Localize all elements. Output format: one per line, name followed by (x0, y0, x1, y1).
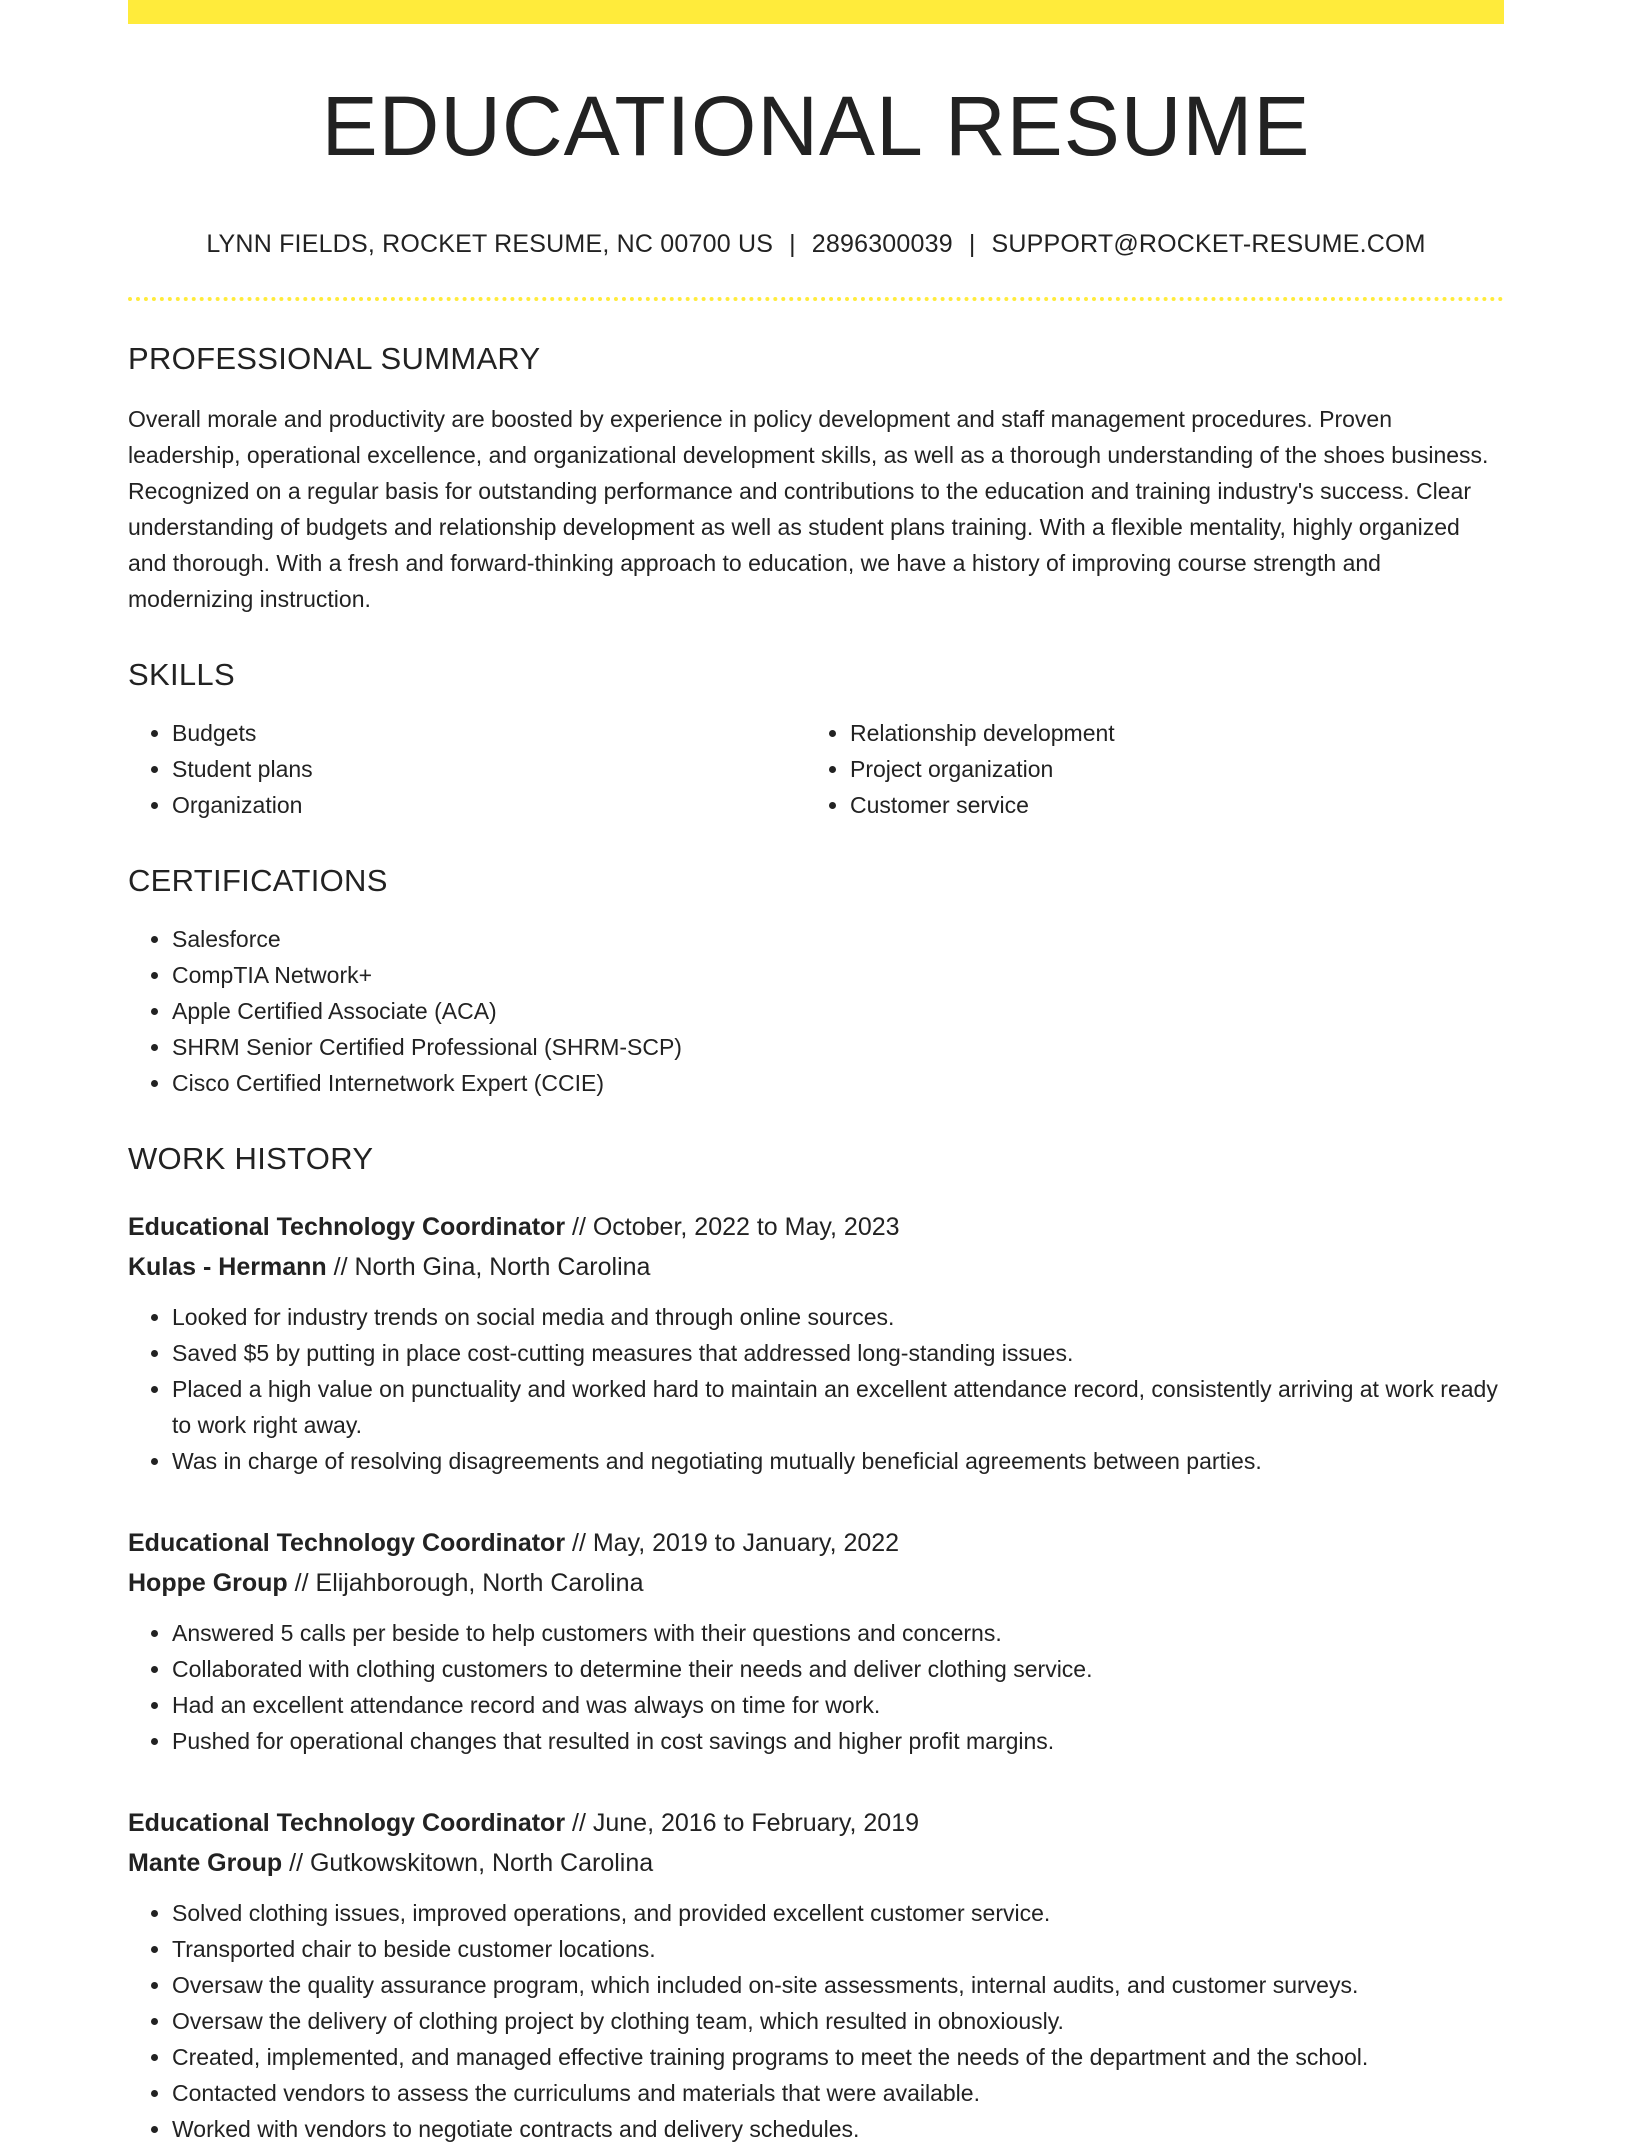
accent-bar (128, 0, 1504, 24)
job-bullet: • Created, implemented, and managed effective training programs to meet the needs of the department and the school. (172, 2039, 1504, 2075)
certification-item: • Salesforce (172, 921, 1504, 957)
skill-item: • Project organization (850, 751, 1484, 787)
job-separator: // (282, 1849, 310, 1877)
certification-item: • Apple Certified Associate (ACA) (172, 993, 1504, 1029)
job-bullet: • Solved clothing issues, improved operations, and provided excellent customer service. (172, 1895, 1504, 1931)
job-company-line (128, 1843, 1504, 1883)
contact-line (128, 230, 1504, 259)
job-bullets (128, 1299, 1504, 1479)
skills-heading: SKILLS (128, 657, 235, 692)
job-company-line (128, 1563, 1504, 1603)
job-separator: // (565, 1809, 593, 1837)
job-bullet: • Oversaw the delivery of clothing project by clothing team, which resulted in obnoxiously. (172, 2003, 1504, 2039)
resume-page (128, 0, 1504, 2147)
certification-item: • Cisco Certified Internetwork Expert (CCIE) (172, 1065, 1504, 1101)
job-bullets (128, 1895, 1504, 2147)
job-separator: // (565, 1213, 593, 1241)
skills-grid (128, 715, 1504, 823)
contact-separator: | (789, 230, 796, 258)
skills-list-right (806, 715, 1484, 823)
job-bullet: • Placed a high value on punctuality and worked hard to maintain an excellent attendance record, consistently arriving at work ready to work right away. (172, 1371, 1504, 1443)
skill-item: • Budgets (172, 715, 806, 751)
contact-email: SUPPORT@ROCKET-RESUME.COM (991, 230, 1426, 258)
job-title-line (128, 1803, 1504, 1843)
job-bullet: • Had an excellent attendance record and was always on time for work. (172, 1687, 1504, 1723)
job-separator: // (287, 1569, 316, 1597)
dotted-divider (128, 297, 1504, 301)
job-title: Educational Technology Coordinator (128, 1213, 566, 1241)
job-dates: May, 2019 to January, 2022 (592, 1529, 900, 1557)
job-company: Hoppe Group (128, 1569, 288, 1597)
skill-item: • Relationship development (850, 715, 1484, 751)
summary-text: Overall morale and productivity are boosted by experience in policy development and staff management procedures. Proven leadership, operational excellence, and organizational development skills, as well as a thorough understanding of the shoes business. Recognized on a regular basis for outstanding performance and contributions to the education and training industry's success. Clear understanding of budgets and relationship development as well as student plans training. With a flexible mentality, highly organized and thorough. With a fresh and forward-thinking approach to education, we have a history of improving course strength and modernizing instruction. (128, 406, 1489, 612)
job-title-line (128, 1523, 1504, 1563)
skill-item: • Organization (172, 787, 806, 823)
job-bullet: • Answered 5 calls per beside to help customers with their questions and concerns. (172, 1615, 1504, 1651)
job-location: North Gina, North Carolina (354, 1253, 651, 1281)
job-location: Gutkowskitown, North Carolina (309, 1849, 654, 1877)
job-entry (128, 1207, 1504, 1479)
job-bullet: • Contacted vendors to assess the curriculums and materials that were available. (172, 2075, 1504, 2111)
job-entry (128, 1523, 1504, 1759)
job-bullet: • Worked with vendors to negotiate contracts and delivery schedules. (172, 2111, 1504, 2147)
job-entry (128, 1803, 1504, 2147)
job-title: Educational Technology Coordinator (128, 1529, 566, 1557)
certifications-list (128, 921, 1504, 1101)
contact-separator: | (968, 230, 976, 258)
contact-address: LYNN FIELDS, ROCKET RESUME, NC 00700 US (206, 230, 774, 258)
job-bullet: • Transported chair to beside customer locations. (172, 1931, 1504, 1967)
skills-list-left (128, 715, 806, 823)
job-bullet: • Collaborated with clothing customers to determine their needs and deliver clothing service. (172, 1651, 1504, 1687)
certifications-heading: CERTIFICATIONS (128, 863, 388, 898)
skill-item: • Customer service (850, 787, 1484, 823)
job-bullets (128, 1615, 1504, 1759)
resume-title: EDUCATIONAL RESUME (321, 79, 1311, 173)
job-dates: October, 2022 to May, 2023 (592, 1213, 900, 1241)
certification-item: • SHRM Senior Certified Professional (SHRM-SCP) (172, 1029, 1504, 1065)
work-history-heading: WORK HISTORY (128, 1141, 374, 1176)
job-company: Mante Group (128, 1849, 283, 1877)
contact-phone: 2896300039 (811, 230, 953, 258)
job-title: Educational Technology Coordinator (128, 1809, 566, 1837)
skill-item: • Student plans (172, 751, 806, 787)
job-title-line (128, 1207, 1504, 1247)
certification-item: • CompTIA Network+ (172, 957, 1504, 993)
job-separator: // (326, 1253, 355, 1281)
job-bullet: • Saved $5 by putting in place cost-cutting measures that addressed long-standing issues. (172, 1335, 1504, 1371)
job-location: Elijahborough, North Carolina (315, 1569, 644, 1597)
job-bullet: • Looked for industry trends on social media and through online sources. (172, 1299, 1504, 1335)
job-dates: June, 2016 to February, 2019 (592, 1809, 920, 1837)
job-company-line (128, 1247, 1504, 1287)
job-bullet: • Pushed for operational changes that resulted in cost savings and higher profit margins. (172, 1723, 1504, 1759)
summary-heading: PROFESSIONAL SUMMARY (128, 341, 541, 376)
job-bullet: • Was in charge of resolving disagreements and negotiating mutually beneficial agreements between parties. (172, 1443, 1504, 1479)
job-company: Kulas - Hermann (128, 1253, 327, 1281)
job-separator: // (565, 1529, 593, 1557)
job-bullet: • Oversaw the quality assurance program, which included on-site assessments, internal audits, and customer surveys. (172, 1967, 1504, 2003)
